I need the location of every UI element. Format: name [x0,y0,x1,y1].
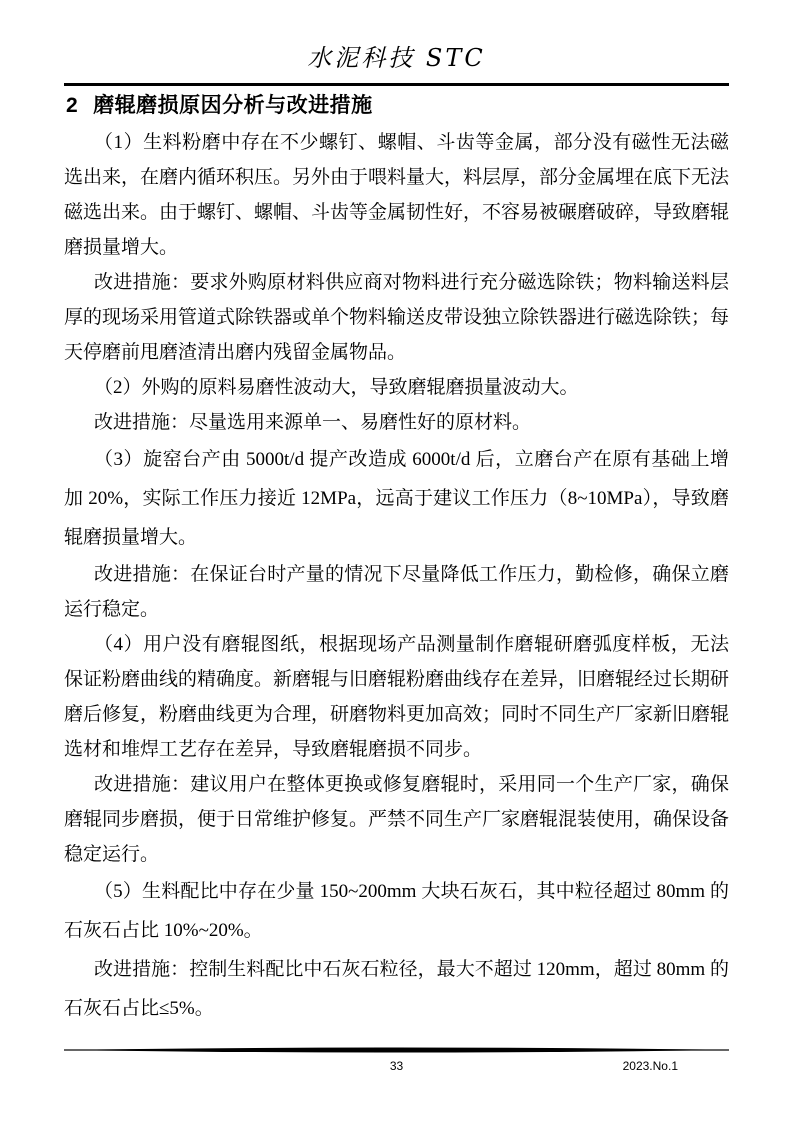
article-body [64,125,729,1028]
paragraph-2: 改进措施：要求外购原材料供应商对物料进行充分磁选除铁；物料输送料层厚的现场采用管道式除铁器或单个物料输送皮带设独立除铁器进行磁选除铁；每天停磨前甩磨渣清出磨内残留金属物品。 [64,272,730,363]
paragraph-3: （2）外购的原料易磨性波动大，导致磨辊磨损量波动大。 [94,377,579,398]
paragraph-7: （4）用户没有磨辊图纸，根据现场产品测量制作磨辊研磨弧度样板，无法保证粉磨曲线的精确度。新磨辊与旧磨辊粉磨曲线存在差异，旧磨辊经过长期研磨后修复，粉磨曲线更为合理，研磨物料更加高效；同时不同生产厂家新旧磨辊选材和堆焊工艺存在差异，导致磨辊磨损不同步。 [64,634,730,760]
paragraph-8: 改进措施：建议用户在整体更换或修复磨辊时，采用同一个生产厂家，确保磨辊同步磨损，便于日常维护修复。严禁不同生产厂家磨辊混装使用，确保设备稳定运行。 [64,774,730,865]
page-footer [64,1058,729,1074]
paragraph-4: 改进措施：尽量选用来源单一、易磨性好的原材料。 [94,412,532,433]
page-number: 33 [389,1059,404,1073]
section-title: 磨辊磨损原因分析与改进措施 [93,94,373,117]
paragraph-1: （1）生料粉磨中存在不少螺钉、螺帽、斗齿等金属，部分没有磁性无法磁选出来，在磨内循环积压。另外由于喂料量大，料层厚，部分金属埋在底下无法磁选出来。由于螺钉、螺帽、斗齿等金属韧性好，不容易被碾磨破碎，导致磨辊磨损量增大。 [64,132,730,258]
paragraph-5: （3）旋窑台产由 5000t/d 提产改造成 6000t/d 后，立磨台产在原有基础上增加 20%，实际工作压力接近 12MPa，远高于建议工作压力（8~10MPa），导致磨辊磨损量增大。 [64,449,729,548]
section-number: 2 [66,94,79,117]
journal-title: 水泥科技 STC [307,44,486,72]
paragraph-6: 改进措施：在保证台时产量的情况下尽量降低工作压力，勤检修，确保立磨运行稳定。 [64,564,729,620]
header-rule [64,83,729,86]
paragraph-9: （5）生料配比中存在少量 150~200mm 大块石灰石，其中粒径超过 80mm 的石灰石占比 10%~20%。 [64,881,729,941]
paragraph-10: 改进措施：控制生料配比中石灰石粒径，最大不超过 120mm，超过 80mm 的石灰石占比≤5%。 [64,959,729,1019]
section-heading [66,93,729,119]
issue-number: 2023.No.1 [622,1059,678,1073]
footer-rule [64,1045,729,1055]
